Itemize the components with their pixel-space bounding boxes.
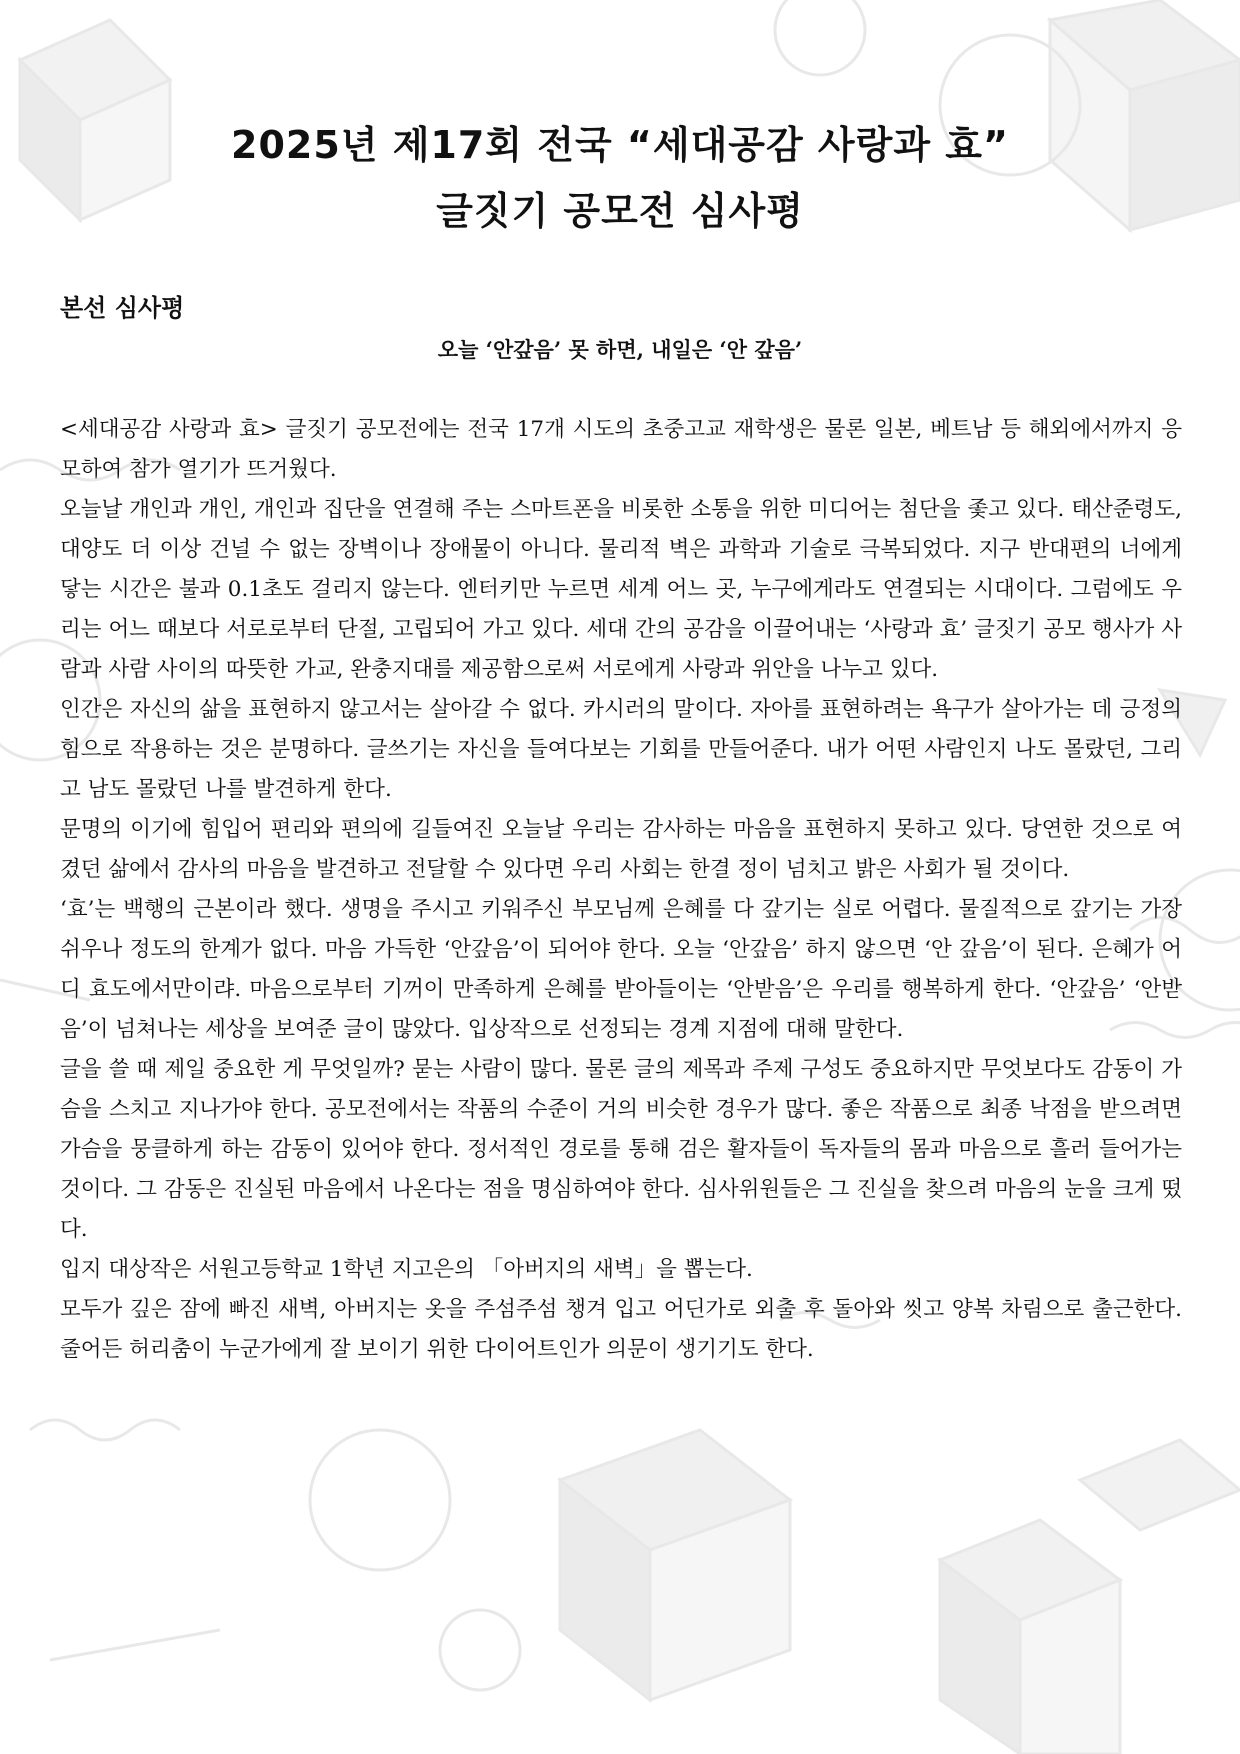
review-body bbox=[60, 410, 1182, 1370]
review-subtitle: 오늘 ‘안갚음’ 못 하면, 내일은 ‘안 갚음’ bbox=[437, 337, 803, 362]
paragraph: 입지 대상작은 서원고등학교 1학년 지고은의 「아버지의 새벽」을 뽑는다. bbox=[60, 1257, 753, 1282]
paragraph: 오늘날 개인과 개인, 개인과 집단을 연결해 주는 스마트폰을 비롯한 소통을 위한 미디어는 첨단을 좇고 있다. 태산준령도, 대양도 더 이상 건널 수 없는 장벽이나 장애물이 아니다. 물리적 벽은 과학과 기술로 극복되었다. 지구 반대편의 너에게 닿는 시간은 불과 0.1초도 걸리지 않는다. 엔터키만 누르면 세계 어느 곳, 누구에게라도 연결되는 시대이다. 그럼에도 우리는 어느 때보다 서로로부터 단절, 고립되어 가고 있다. 세대 간의 공감을 이끌어내는 ‘사랑과 효’ 글짓기 공모 행사가 사람과 사람 사이의 따뜻한 가교, 완충지대를 제공함으로써 서로에게 사랑과 위안을 나누고 있다. bbox=[60, 497, 1182, 682]
paragraph: 문명의 이기에 힘입어 편리와 편의에 길들여진 오늘날 우리는 감사하는 마음을 표현하지 못하고 있다. 당연한 것으로 여겼던 삶에서 감사의 마음을 발견하고 전달할 수 있다면 우리 사회는 한결 정이 넘치고 밝은 사회가 될 것이다. bbox=[60, 817, 1182, 882]
document-title-line1: 2025년 제17회 전국 “세대공감 사랑과 효” bbox=[231, 123, 1009, 167]
paragraph: 글을 쓸 때 제일 중요한 게 무엇일까? 묻는 사람이 많다. 물론 글의 제목과 주제 구성도 중요하지만 무엇보다도 감동이 가슴을 스치고 지나가야 한다. 공모전에서는 작품의 수준이 거의 비슷한 경우가 많다. 좋은 작품으로 최종 낙점을 받으려면 가슴을 뭉클하게 하는 감동이 있어야 한다. 정서적인 경로를 통해 검은 활자들이 독자들의 몸과 마음으로 흘러 들어가는 것이다. 그 감동은 진실된 마음에서 나온다는 점을 명심하여야 한다. 심사위원들은 그 진실을 찾으려 마음의 눈을 크게 떴다. bbox=[60, 1057, 1182, 1242]
paragraph: <세대공감 사랑과 효> 글짓기 공모전에는 전국 17개 시도의 초중고교 재학생은 물론 일본, 베트남 등 해외에서까지 응모하여 참가 열기가 뜨거웠다. bbox=[60, 417, 1182, 482]
document-title-line2: 글짓기 공모전 심사평 bbox=[436, 189, 804, 233]
paragraph: 인간은 자신의 삶을 표현하지 않고서는 살아갈 수 없다. 카시러의 말이다. 자아를 표현하려는 욕구가 살아가는 데 긍정의 힘으로 작용하는 것은 분명하다. 글쓰기는 자신을 들여다보는 기회를 만들어준다. 내가 어떤 사람인지 나도 몰랐던, 그리고 남도 몰랐던 나를 발견하게 한다. bbox=[60, 697, 1182, 802]
section-heading: 본선 심사평 bbox=[60, 294, 185, 322]
paragraph: 모두가 깊은 잠에 빠진 새벽, 아버지는 옷을 주섬주섬 챙겨 입고 어딘가로 외출 후 돌아와 씻고 양복 차림으로 출근한다. 줄어든 허리춤이 누군가에게 잘 보이기 위한 다이어트인가 의문이 생기기도 한다. bbox=[60, 1297, 1182, 1362]
paragraph: ‘효’는 백행의 근본이라 했다. 생명을 주시고 키워주신 부모님께 은혜를 다 갚기는 실로 어렵다. 물질적으로 갚기는 가장 쉬우나 정도의 한계가 없다. 마음 가득한 ‘안갚음’이 되어야 한다. 오늘 ‘안갚음’ 하지 않으면 ‘안 갚음’이 된다. 은혜가 어디 효도에서만이랴. 마음으로부터 기꺼이 만족하게 은혜를 받아들이는 ‘안받음’은 우리를 행복하게 한다. ‘안갚음’ ‘안받음’이 넘쳐나는 세상을 보여준 글이 많았다. 입상작으로 선정되는 경계 지점에 대해 말한다. bbox=[60, 897, 1182, 1042]
